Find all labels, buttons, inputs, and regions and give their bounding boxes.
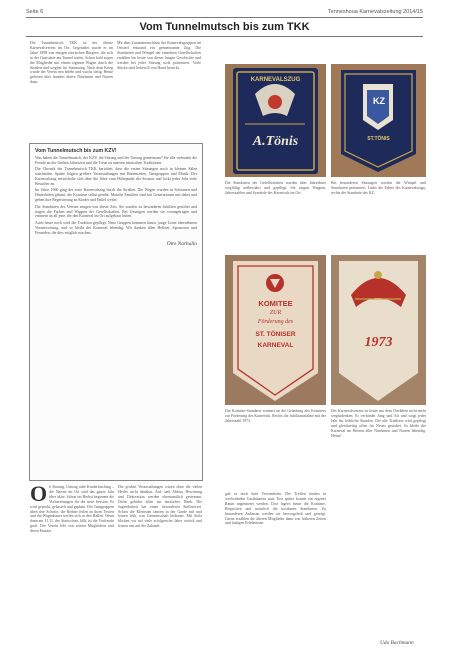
bottom-column-4: Der Karnevalsverein ist heute aus dem Ortsleben nicht mehr wegzudenken. Er verbindet Jung und Alt und sorgt jedes Jahr für fröhliche Stunden. Die alte Tradition wird gepflegt und gleichzeitig offen für Neues gestaltet. So bleibt der Karneval im Herzen aller Närrinnen und Narren lebendig. Helau!	[331, 409, 426, 438]
banner-karneval-label: KARNEVAL	[257, 342, 294, 349]
banner-atonis-label: A.Tönis	[252, 134, 299, 149]
banner-kz-label: KZ	[373, 96, 385, 106]
banner-zur-label: ZUR	[269, 310, 282, 316]
bottom-article-signature: Udo Bachmann	[380, 640, 414, 646]
jubilee-banner-image	[331, 255, 426, 405]
title-divider	[26, 36, 423, 37]
boxed-paragraph: Im Jahre 1960 ging der erste Karnevalszug durch die Straßen. Die Wagen wurden in Scheunen und Hinterhöfen gebaut, die Kostüme selbst genäht. Manche Familien sind seit Generationen mit dabei und geben ihre Begeisterung an Kinder und Enkel weiter.	[35, 188, 197, 203]
photo-komitee-banner	[225, 255, 326, 405]
header-divider	[26, 17, 423, 18]
intro-column-2: Mit dem Zusammenschluss der Karnevalsgruppen im Ortsteil entstand ein gemeinsamer Zug. Die Standarten und Wimpel der einzelnen Gesellschaften erzählen bis heute von dieser langen Geschichte und werden bei jeder Sitzung stolz präsentiert. Viele Stücke sind liebevoll von Hand bestickt.	[117, 41, 201, 70]
banner-karnevalszug-label: KARNEVALSZUG	[250, 77, 301, 83]
boxed-article	[29, 143, 203, 481]
drop-cap: O	[30, 485, 48, 506]
boxed-paragraph: Was haben die Tunnelmutsch, der KZV, die Sitzung und der Umzug gemeinsam? Sie alle verbindet die Freude an der fünften Jahreszeit und die Treue zu unseren närrischen Traditionen.	[35, 156, 197, 165]
banner-komitee-label: KOMITEE	[258, 299, 293, 308]
photo-caption-1: Die Standarten der Gesellschaften wurden über Jahrzehnte sorgfältig aufbewahrt und gepflegt. Sie zeigen Wappen, Jahreszahlen und Symbole des Karnevals im Ort.	[225, 181, 326, 195]
photo-caption-3: Die Komitee-Standarte erinnert an die Gründung des Komitees zur Förderung des Karnevals. Rechts die Jubiläumsfahne mit der Jahreszahl 1973.	[225, 409, 326, 423]
kz-banner-image	[331, 64, 426, 177]
boxed-paragraph: Die Chronik der Tunnelmutsch TKK berichtet, dass die ersten Sitzungen noch in kleinen Sälen stattfanden. Später folgten größere Veranstaltungen mit Büttenreden, Tanzgruppen und Musik. Der Karnevalszug entwickelte sich über die Jahre zum Höhepunkt der Session und lockt jedes Jahr viele Besucher an.	[35, 167, 197, 187]
boxed-article-signature: Otto Narhalla	[166, 240, 197, 247]
intro-column-1: Die Tunnelmutsch TKK ist der älteste Karnevalsverein im Ort. Gegründet wurde er im Jahre 1898 von einigen närrischen Bürgern, die sich in der Gaststätte am Tunnel trafen. Schon bald zogen die Mitglieder mit einem eigenen Wagen durch die Straßen und sorgten für Stimmung. Nach dem Krieg wurde der Verein neu belebt und wuchs stetig. Heute gehören über hundert aktive Närrinnen und Narren dazu.	[30, 41, 113, 85]
komitee-banner-image	[225, 255, 326, 405]
photo-1973-banner	[331, 255, 426, 405]
boxed-article-title: Vom Tunnelmutsch bis zum KZV!	[35, 148, 117, 154]
bottom-column-2: Die großen Veranstaltungen wären ohne die vielen Helfer nicht denkbar. Auf- und Abbau, Bewirtung und Dekoration werden ehrenamtlich gestemmt. Dafür gebührt allen ein herzlicher Dank. Die Jugendarbeit hat einen besonderen Stellenwert. Schon die Kleinsten tanzen in der Garde mit und lernen früh, was Gemeinschaft bedeutet. Mit Stolz blicken wir auf viele erfolgreiche Jahre zurück und freuen uns auf die Zukunft.	[118, 485, 202, 529]
boxed-paragraph: Die Standarten des Vereins zeugen von dieser Zeit. Sie wurden zu besonderen Jubiläen gestiftet und tragen die Farben und Wappen der Gesellschaften. Bei Umzügen werden sie vorangetragen und erinnern an all jene, die den Karneval im Ort aufgebaut haben.	[35, 204, 197, 219]
bottom-column-3: gab es noch kein Vereinsheim. Die Treffen fanden in wechselnden Gasthäusern statt. Erst später konnte ein eigener Raum angemietet werden. Dort lagern heute die Kostüme, Requisiten und natürlich die kostbaren Standarten. Zu besonderen Anlässen werden sie hervorgeholt und gezeigt. Gerne erzählen die älteren Mitglieder dann von früheren Zeiten und lustigen Erlebnissen.	[225, 492, 326, 526]
boxed-paragraph: Auch heute noch wird die Tradition gepflegt. Neue Gruppen kommen hinzu, junge Leute übernehmen Verantwortung, und so bleibt der Karneval lebendig. Wir danken allen Helfern, Sponsoren und Freunden, die dies möglich machen.	[35, 220, 197, 235]
page-number: Seite 6	[26, 9, 44, 15]
photo-caption-2: Bei besonderen Sitzungen werden die Wimpel und Standarten präsentiert. Links die Fahne des Karnevalszugs, rechts die Standarte des KZ.	[331, 181, 426, 195]
bottom-column-1	[30, 485, 114, 653]
boxed-article-body	[35, 156, 197, 476]
page-title: Vom Tunnelmutsch bis zum TKK	[139, 21, 310, 33]
banner-foerderung-label: Förderung des	[257, 319, 294, 325]
banner-year-label: 1973	[364, 335, 393, 350]
bottom-column-1-text: b Sitzung, Umzug oder Kinderfasching – die Narren im Ort sind das ganze Jahr über aktiv. Schon im Herbst beginnen die Vorbereitungen für die neue Session. Es wird geprobt, gebastelt und geplant. Die Tanzgruppen üben ihre Schritte, die Redner feilen an ihren Texten und die Wagenbauer treffen sich in den Hallen. Wenn dann am 11.11. der Startschuss fällt, ist die Vorfreude groß. Der Verein lebt von seinen Mitgliedern und deren Einsatz.	[30, 485, 114, 534]
banner-sttoniser-label: ST. TÖNISER	[255, 331, 296, 338]
photo-kz-banner	[331, 64, 426, 177]
publication-name: Tenneshoua Karnevalszeitung 2014/15	[327, 9, 423, 15]
banner-sttonis-label: ST.TÖNIS	[367, 136, 390, 142]
photo-karnevalszug-banner	[225, 64, 326, 177]
